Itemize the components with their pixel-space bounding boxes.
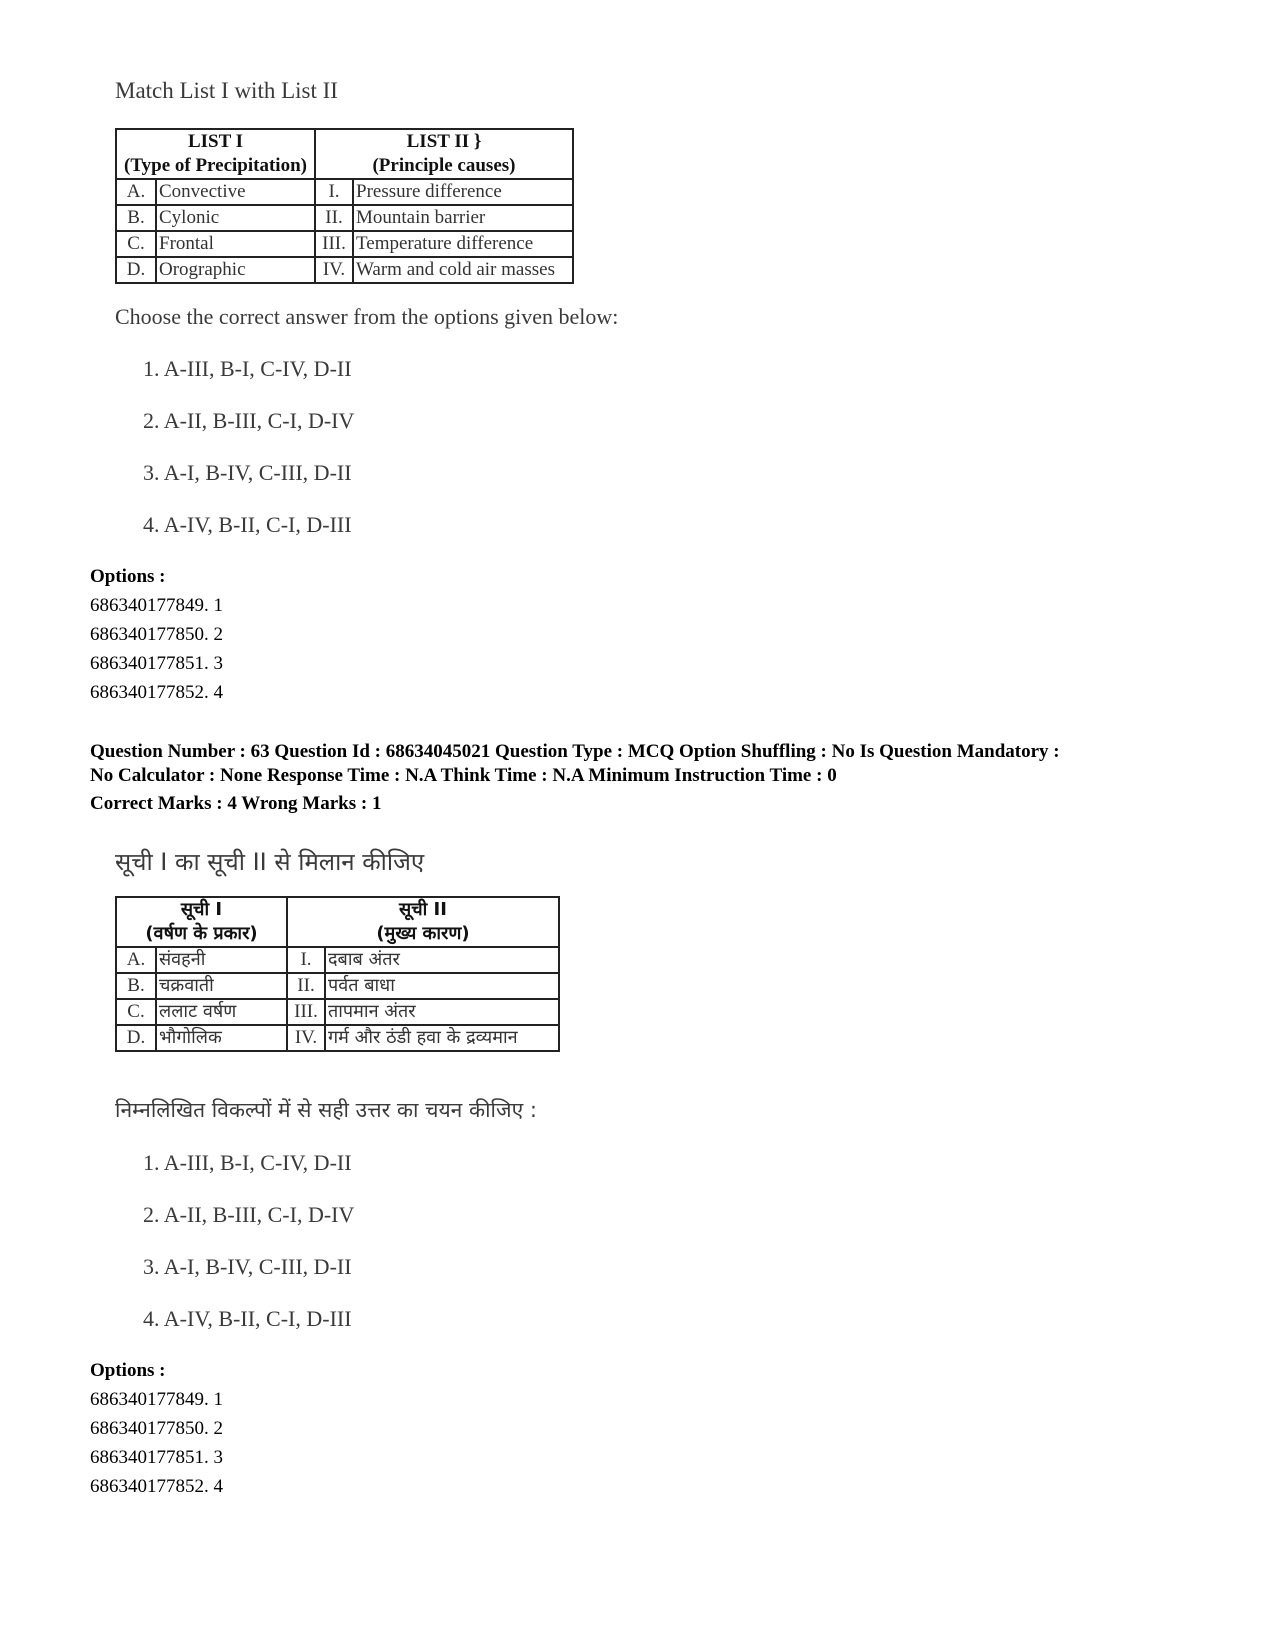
row-list1-value: Convective xyxy=(156,179,315,205)
list-2-heading: सूची II xyxy=(399,899,447,920)
row-list2-value: Pressure difference xyxy=(353,179,573,205)
answer-choice: 3. A-I, B-IV, C-III, D-II xyxy=(143,460,352,485)
row-list1-value: Frontal xyxy=(156,231,315,257)
table-row xyxy=(116,205,573,231)
answer-choice: 1. A-III, B-I, C-IV, D-II xyxy=(143,1150,352,1175)
row-label: B. xyxy=(116,973,156,999)
meta-line-1: Question Number : 63 Question Id : 68634045021 Question Type : MCQ Option Shuffling : No Is Question Mandatory : xyxy=(90,741,1060,762)
row-list1-value: चक्रवाती xyxy=(156,973,287,999)
row-list2-value: तापमान अंतर xyxy=(325,999,559,1025)
question-meta xyxy=(90,740,1210,816)
table-row xyxy=(116,231,573,257)
list-2-subheading: (मुख्य कारण) xyxy=(376,923,470,944)
table-row xyxy=(116,1025,559,1051)
question-prompt-hindi: निम्नलिखित विकल्पों में से सही उत्तर का चयन कीजिए : xyxy=(115,1098,537,1122)
question-prompt: Choose the correct answer from the options given below: xyxy=(115,304,619,329)
list-1-header xyxy=(116,897,287,947)
list-1-subheading: (वर्षण के प्रकार) xyxy=(145,923,258,944)
row-list2-value: पर्वत बाधा xyxy=(325,973,559,999)
option-item: 686340177850. 2 xyxy=(90,1418,223,1439)
option-item: 686340177849. 1 xyxy=(90,595,223,616)
row-list2-value: Warm and cold air masses xyxy=(353,257,573,283)
row-list1-value: Cylonic xyxy=(156,205,315,231)
answer-choice: 2. A-II, B-III, C-I, D-IV xyxy=(143,408,355,433)
row-list2-value: Mountain barrier xyxy=(353,205,573,231)
row-label: C. xyxy=(116,999,156,1025)
row-numeral: IV. xyxy=(287,1025,325,1051)
table-row xyxy=(116,947,559,973)
row-numeral: II. xyxy=(315,205,353,231)
row-label: D. xyxy=(116,257,156,283)
list-1-heading: सूची I xyxy=(180,899,223,920)
row-list1-value: संवहनी xyxy=(156,947,287,973)
answer-choice: 4. A-IV, B-II, C-I, D-III xyxy=(143,1306,352,1331)
row-numeral: IV. xyxy=(315,257,353,283)
match-table xyxy=(115,128,574,284)
list-1-header xyxy=(116,129,315,179)
answer-choice: 1. A-III, B-I, C-IV, D-II xyxy=(143,356,352,381)
meta-line-2: No Calculator : None Response Time : N.A Think Time : N.A Minimum Instruction Time : 0 xyxy=(90,765,837,786)
row-label: B. xyxy=(116,205,156,231)
row-label: A. xyxy=(116,947,156,973)
list-2-heading: LIST II } xyxy=(406,131,482,152)
option-item: 686340177852. 4 xyxy=(90,1476,223,1497)
option-item: 686340177851. 3 xyxy=(90,1447,223,1468)
options-label: Options : xyxy=(90,566,166,587)
option-item: 686340177852. 4 xyxy=(90,682,223,703)
option-item: 686340177849. 1 xyxy=(90,1389,223,1410)
option-item: 686340177850. 2 xyxy=(90,624,223,645)
option-item: 686340177851. 3 xyxy=(90,653,223,674)
list-1-heading: LIST I xyxy=(187,131,244,152)
list-2-subheading: (Principle causes) xyxy=(372,155,516,176)
options-list xyxy=(90,591,223,707)
row-list1-value: Orographic xyxy=(156,257,315,283)
table-row xyxy=(116,257,573,283)
answer-choice: 4. A-IV, B-II, C-I, D-III xyxy=(143,512,352,537)
row-list1-value: ललाट वर्षण xyxy=(156,999,287,1025)
list-1-subheading: (Type of Precipitation) xyxy=(124,155,307,176)
answer-choice: 2. A-II, B-III, C-I, D-IV xyxy=(143,1202,355,1227)
options-list xyxy=(90,1385,223,1501)
table-row xyxy=(116,999,559,1025)
question-title-hindi: सूची I का सूची II से मिलान कीजिए xyxy=(115,848,425,876)
table-row xyxy=(116,179,573,205)
row-list2-value: गर्म और ठंडी हवा के द्रव्यमान xyxy=(325,1025,559,1051)
row-list2-value: दबाब अंतर xyxy=(325,947,559,973)
question-title: Match List I with List II xyxy=(115,78,338,103)
row-label: A. xyxy=(116,179,156,205)
row-list2-value: Temperature difference xyxy=(353,231,573,257)
options-label: Options : xyxy=(90,1360,166,1381)
list-2-header xyxy=(287,897,559,947)
list-2-header xyxy=(315,129,573,179)
row-numeral: I. xyxy=(315,179,353,205)
row-numeral: II. xyxy=(287,973,325,999)
row-numeral: III. xyxy=(287,999,325,1025)
meta-line-3: Correct Marks : 4 Wrong Marks : 1 xyxy=(90,793,382,814)
row-numeral: III. xyxy=(315,231,353,257)
match-table-hindi xyxy=(115,896,560,1052)
row-list1-value: भौगोलिक xyxy=(156,1025,287,1051)
answer-choice: 3. A-I, B-IV, C-III, D-II xyxy=(143,1254,352,1279)
row-numeral: I. xyxy=(287,947,325,973)
row-label: D. xyxy=(116,1025,156,1051)
row-label: C. xyxy=(116,231,156,257)
table-row xyxy=(116,973,559,999)
